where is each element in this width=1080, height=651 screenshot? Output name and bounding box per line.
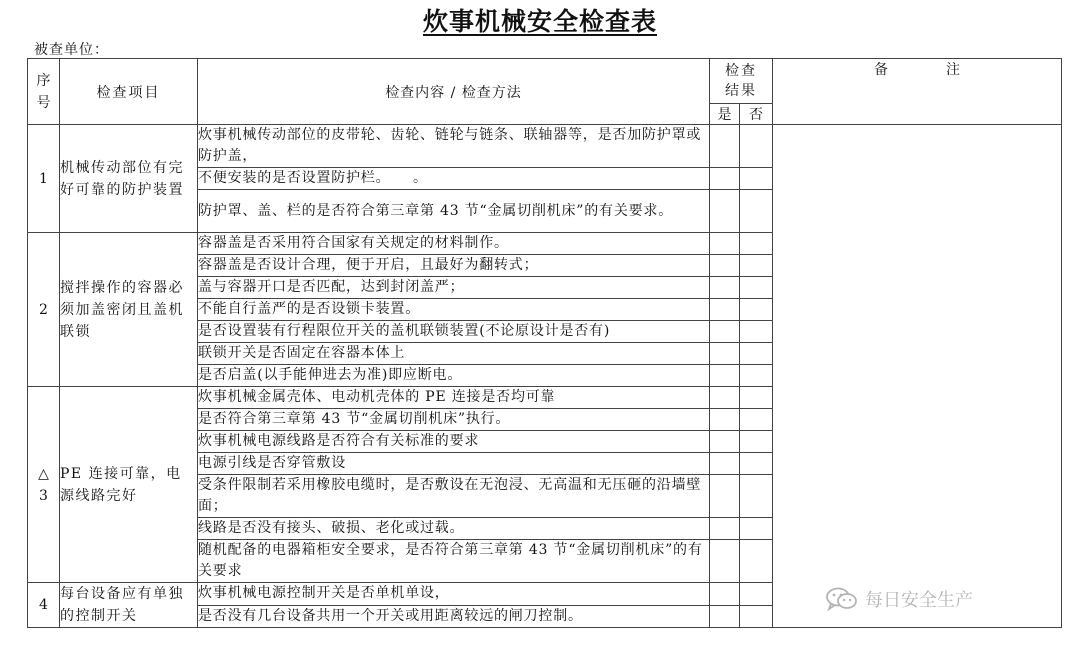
result-yes-cell[interactable] [710, 518, 740, 540]
result-yes-cell[interactable] [710, 365, 740, 387]
result-yes-cell[interactable] [710, 255, 740, 277]
check-content: 随机配备的电器箱柜安全要求，是否符合第三章第 43 节“金属切削机床”的有关要求 [198, 540, 710, 583]
result-no-cell[interactable] [740, 233, 773, 255]
section-item: 机械传动部位有完好可靠的防护装置 [60, 125, 198, 233]
result-no-cell[interactable] [740, 365, 773, 387]
result-yes-cell[interactable] [710, 125, 740, 168]
result-yes-cell[interactable] [710, 233, 740, 255]
header-yes: 是 [710, 104, 740, 125]
result-yes-cell[interactable] [710, 299, 740, 321]
check-content: 是否启盖(以手能伸进去为准)即应断电。 [198, 365, 710, 387]
result-yes-cell[interactable] [710, 277, 740, 299]
check-content: 容器盖是否设计合理，便于开启，且最好为翻转式； [198, 255, 710, 277]
header-content: 检查内容 / 检查方法 [198, 59, 710, 125]
result-yes-cell[interactable] [710, 431, 740, 453]
result-no-cell[interactable] [740, 431, 773, 453]
section-item: 每台设备应有单独的控制开关 [60, 583, 198, 628]
check-content: 炊事机械电源线路是否符合有关标准的要求 [198, 431, 710, 453]
result-no-cell[interactable] [740, 475, 773, 518]
section-number: 1 [28, 125, 60, 233]
result-yes-cell[interactable] [710, 453, 740, 475]
check-content: 是否没有几台设备共用一个开关或用距离较远的闸刀控制。 [198, 605, 710, 628]
result-no-cell[interactable] [740, 299, 773, 321]
result-no-cell[interactable] [740, 125, 773, 168]
result-no-cell[interactable] [740, 255, 773, 277]
header-item: 检查项目 [60, 59, 198, 125]
section-item: PE 连接可靠，电源线路完好 [60, 387, 198, 583]
result-yes-cell[interactable] [710, 540, 740, 583]
check-content: 受条件限制若采用橡胶电缆时，是否敷设在无泡浸、无高温和无压砸的沿墙壁面； [198, 475, 710, 518]
result-yes-cell[interactable] [710, 475, 740, 518]
check-content: 线路是否没有接头、破损、老化或过载。 [198, 518, 710, 540]
check-content: 不能自行盖严的是否设锁卡装置。 [198, 299, 710, 321]
header-no-result: 否 [740, 104, 773, 125]
result-no-cell[interactable] [740, 453, 773, 475]
check-content: 联锁开关是否固定在容器本体上 [198, 343, 710, 365]
result-no-cell[interactable] [740, 321, 773, 343]
result-no-cell[interactable] [740, 583, 773, 606]
section-number: 4 [28, 583, 60, 628]
result-no-cell[interactable] [740, 518, 773, 540]
result-no-cell[interactable] [740, 605, 773, 628]
check-content: 电源引线是否穿管敷设 [198, 453, 710, 475]
result-no-cell[interactable] [740, 190, 773, 233]
result-yes-cell[interactable] [710, 605, 740, 628]
result-no-cell[interactable] [740, 168, 773, 190]
result-no-cell[interactable] [740, 387, 773, 409]
check-content: 盖与容器开口是否匹配，达到封闭盖严； [198, 277, 710, 299]
header-no: 序 号 [28, 59, 60, 125]
check-content: 炊事机械金属壳体、电动机壳体的 PE 连接是否均可靠 [198, 387, 710, 409]
check-content: 是否符合第三章第 43 节“金属切削机床”执行。 [198, 409, 710, 431]
section-number: 2 [28, 233, 60, 387]
header-result: 检查 结果 [710, 59, 773, 104]
header-remark: 备 注 [773, 59, 1062, 125]
inspection-table [27, 58, 1062, 628]
result-yes-cell[interactable] [710, 409, 740, 431]
check-content: 是否设置装有行程限位开关的盖机联锁装置(不论原设计是否有) [198, 321, 710, 343]
check-content: 炊事机械电源控制开关是否单机单设， [198, 583, 710, 606]
watermark-text: 每日安全生产 [865, 590, 973, 611]
result-yes-cell[interactable] [710, 190, 740, 233]
section-item: 搅拌操作的容器必须加盖密闭且盖机联锁 [60, 233, 198, 387]
result-yes-cell[interactable] [710, 343, 740, 365]
result-yes-cell[interactable] [710, 321, 740, 343]
result-no-cell[interactable] [740, 277, 773, 299]
result-no-cell[interactable] [740, 343, 773, 365]
key-item-mark: △ [38, 465, 49, 482]
wechat-icon [825, 586, 859, 612]
result-no-cell[interactable] [740, 409, 773, 431]
result-yes-cell[interactable] [710, 387, 740, 409]
check-content: 容器盖是否采用符合国家有关规定的材料制作。 [198, 233, 710, 255]
check-content: 炊事机械传动部位的皮带轮、齿轮、链轮与链条、联轴器等，是否加防护罩或防护盖， [198, 125, 710, 168]
check-content: 不便安装的是否设置防护栏。 。 [198, 168, 710, 190]
check-content: 防护罩、盖、栏的是否符合第三章第 43 节“金属切削机床”的有关要求。 [198, 190, 710, 233]
result-yes-cell[interactable] [710, 168, 740, 190]
watermark [825, 586, 973, 612]
result-yes-cell[interactable] [710, 583, 740, 606]
result-no-cell[interactable] [740, 540, 773, 583]
inspected-unit-label: 被查单位： [34, 42, 109, 58]
section-number: △ 3 [28, 387, 60, 583]
document-title: 炊事机械安全检查表 [422, 7, 657, 36]
remark-cell[interactable] [773, 125, 1062, 628]
